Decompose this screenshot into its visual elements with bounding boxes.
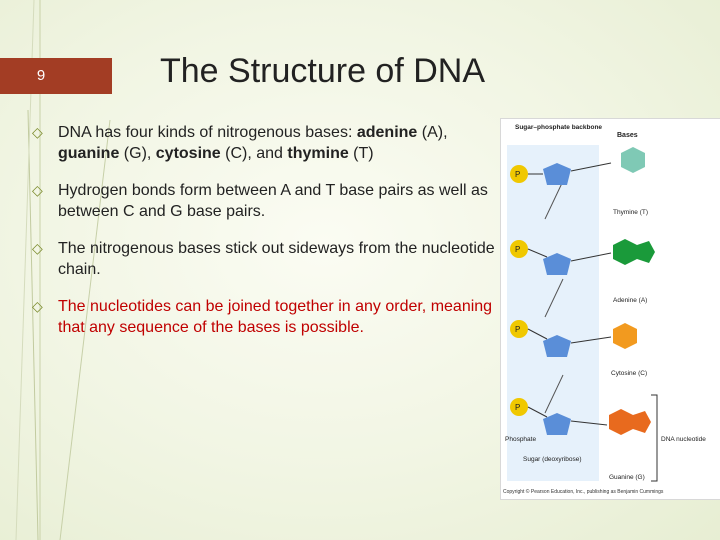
- dna-nucleotide-label: DNA nucleotide: [661, 436, 706, 443]
- bases-header: Bases: [617, 132, 638, 139]
- adenine-base-icon: [613, 239, 637, 265]
- diamond-bullet-icon: ◇: [32, 124, 43, 140]
- sugar-label: Sugar (deoxyribose): [523, 456, 582, 463]
- svg-text:P: P: [515, 325, 521, 334]
- phosphate-label: Phosphate: [505, 436, 537, 443]
- backbone-header: Sugar–phosphate backbone: [515, 124, 603, 131]
- thymine-base-icon: [621, 147, 645, 173]
- guanine-term: guanine: [58, 145, 120, 162]
- cytosine-base-icon: [613, 323, 637, 349]
- bullet-item: [32, 122, 502, 164]
- cytosine-label: Cytosine (C): [611, 370, 648, 377]
- diamond-bullet-icon: ◇: [32, 182, 43, 198]
- cytosine-term: cytosine: [155, 145, 221, 162]
- slide-number: 9: [36, 67, 46, 84]
- nucleotide-bracket: [651, 395, 657, 481]
- bullet-text: The nitrogenous bases stick out sideways from the nucleotide chain.: [58, 240, 495, 278]
- bullet-item: [32, 180, 502, 222]
- bullet-list: [32, 122, 502, 354]
- svg-text:P: P: [515, 170, 521, 179]
- slide-title: The Structure of DNA: [160, 52, 486, 90]
- bullet-text: Hydrogen bonds form between A and T base pairs as well as between C and G base pairs.: [58, 182, 488, 220]
- bullet-item: [32, 238, 502, 280]
- adenine-term: adenine: [356, 124, 418, 141]
- nucleotide-diagram: [501, 119, 720, 499]
- guanine-label: Guanine (G): [609, 474, 645, 481]
- copyright-text: Copyright © Pearson Education, Inc., publishing as Benjamin Cummings: [503, 489, 664, 495]
- bullet-text: DNA has four kinds of nitrogenous bases: adenine (A), guanine (G), cytosine (C), and thymine (T): [58, 124, 448, 162]
- thymine-label: Thymine (T): [613, 209, 649, 216]
- adenine-label: Adenine (A): [613, 297, 648, 304]
- dna-nucleotide-figure: [500, 118, 720, 500]
- bullet-text: The nucleotides can be joined together in any order, meaning that any sequence of the bases is possible.: [58, 298, 493, 336]
- svg-text:P: P: [515, 245, 521, 254]
- guanine-base-icon: [609, 409, 633, 435]
- svg-text:P: P: [515, 403, 521, 412]
- diamond-bullet-icon: ◇: [32, 240, 43, 256]
- thymine-term: thymine: [287, 145, 349, 162]
- diamond-bullet-icon: ◇: [32, 298, 43, 314]
- bullet-item: [32, 296, 502, 338]
